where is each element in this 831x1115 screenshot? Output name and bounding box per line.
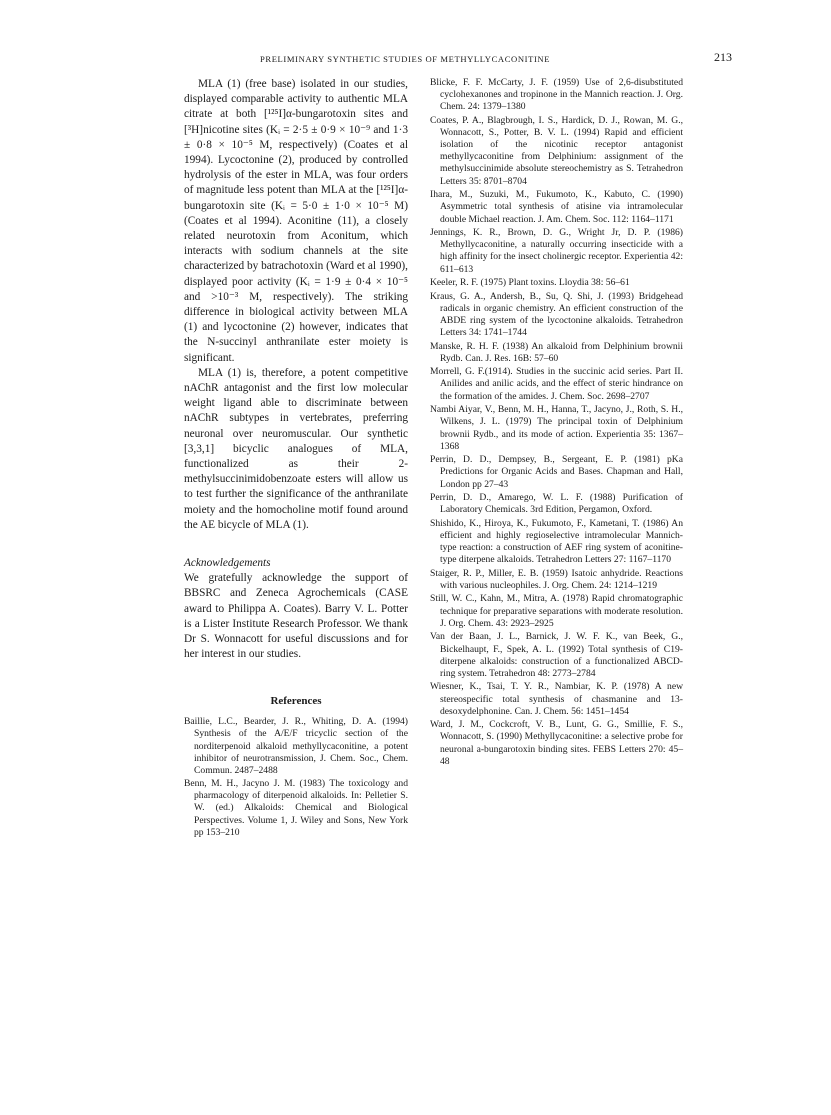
body-paragraph: MLA (1) (free base) isolated in our studies, displayed comparable activity to authentic MLA citrate at both [¹²⁵I]α-bungarotoxin sites and [³H]nicotine sites (Kᵢ = 2·5 ± 0·9 × 10⁻⁹ and 1·3 ± 0·8 × 10⁻⁵ M, respectively) (Coates et al 1994). Lycoctonine (2), produced by controlled hydrolysis of the ester in MLA, was four orders of magnitude less potent than MLA at the [¹²⁵I]α-bungarotoxin site (Kᵢ = 5·0 ± 1·0 × 10⁻⁵ M) (Coates et al 1994). Aconitine (11), a closely related neurotoxin from Aconitum, which interacts with sodium channels at the site characterized by batrachotoxin (Ward et al 1990), displayed poor activity (Kᵢ = 1·9 ± 0·4 × 10⁻⁵ and >10⁻³ M, respectively). The striking difference in biological activity between MLA (1) and lycoctonine (2) however, indicates that the N-succinyl anthranilate ester moiety is significant.	[184, 78, 408, 364]
body-paragraph: MLA (1) is, therefore, a potent competitive nAChR antagonist and the first low molecular weight ligand able to discriminate between nAChR subtypes in vertebrates, preferring neuronal over neuromuscular. Our synthetic [3,3,1] bicyclic analogues of MLA, functionalized as their 2-methylsuccinimidobenzoate esters will allow us to test further the significance of the anthranilate moiety and the homocholine motif found around the AE bicycle of MLA (1).	[184, 366, 408, 531]
references-heading: References	[270, 695, 322, 708]
reference-entry: Perrin, D. D., Amarego, W. L. F. (1988) Purification of Laboratory Chemicals. 3rd Edition, Pergamon, Oxford.	[430, 492, 683, 516]
reference-entry: Morrell, G. F.(1914). Studies in the succinic acid series. Part II. Anilides and anilic acids, and the effect of steric hindrance on the formation of the amides. J. Chem. Soc. 2698–2707	[430, 366, 683, 402]
reference-entry: Van der Baan, J. L., Barnick, J. W. F. K., van Beek, G., Bickelhaupt, F., Spek, A. L. (1992) Total synthesis of C19-diterpene alkaloids: construction of a functionalized ABCD-ring system. Tetrahedron 48: 2773–2784	[430, 631, 683, 679]
reference-entry: Kraus, G. A., Andersh, B., Su, Q. Shi, J. (1993) Bridgehead radicals in organic chemistry. An efficient construction of the ABDE ring system of the lycoctonine alkaloids. Tetrahedron Letters 34: 1741–1744	[430, 290, 683, 339]
reference-entry: Ward, J. M., Cockcroft, V. B., Lunt, G. G., Smillie, F. S., Wonnacott, S. (1990) Methyllycaconitine: a selective probe for neuronal a-bungarotoxin binding sites. FEBS Letters 270: 45–48	[430, 719, 683, 767]
reference-entry: Staiger, R. P., Miller, E. B. (1959) Isatoic anhydride. Reactions with various nucleophiles. J. Org. Chem. 24: 1214–1219	[430, 567, 683, 591]
reference-entry: Blicke, F. F. McCarty, J. F. (1959) Use of 2,6-disubstituted cyclohexanones and tropinone in the Mannich reaction. J. Org. Chem. 24: 1379–1380	[430, 77, 683, 113]
reference-entry: Jennings, K. R., Brown, D. G., Wright Jr, D. P. (1986) Methyllycaconitine, a naturally occurring insecticide with a high affinity for the insect cholinergic receptor. Experientia 42: 611–613	[430, 227, 683, 275]
reference-entry: Coates, P. A., Blagbrough, I. S., Hardick, D. J., Rowan, M. G., Wonnacott, S., Potter, B. V. L. (1994) Rapid and efficient isolation of the nicotinic receptor antagonist methyllycaconitine from Delphinium: assignment of the methylsuccinimide absolute stereochemistry as S. Tetrahedron Letters 35: 8701–8704	[430, 114, 683, 187]
reference-entry: Wiesner, K., Tsai, T. Y. R., Nambiar, K. P. (1978) A new stereospecific total synthesis of chasmanine and 13-desoxydelphonine. Can. J. Chem. 56: 1451–1454	[430, 681, 683, 717]
reference-entry: Baillie, L.C., Bearder, J. R., Whiting, D. A. (1994) Synthesis of the A/E/F tricyclic section of the norditerpenoid alkaloid methyllycaconitine, a potent inhibitor of neurotransmission, J. Chem. Soc., Chem. Commun. 2487–2488	[184, 716, 408, 776]
reference-entry: Shishido, K., Hiroya, K., Fukumoto, F., Kametani, T. (1986) An efficient and highly regioselective intramolecular Mannich-type reaction: a construction of AEF ring system of aconitine-type diterpene alkaloids. Tetrahedron Letters 27: 1167–1170	[430, 517, 683, 566]
running-head: PRELIMINARY SYNTHETIC STUDIES OF METHYLLYCACONITINE	[260, 54, 551, 64]
acknowledgements-heading: Acknowledgements	[184, 557, 271, 570]
reference-entry: Keeler, R. F. (1975) Plant toxins. Lloydia 38: 56–61	[430, 277, 630, 289]
reference-entry: Manske, R. H. F. (1938) An alkaloid from Delphinium brownii Rydb. Can. J. Res. 16B: 57–60	[430, 340, 683, 364]
reference-entry: Nambi Aiyar, V., Benn, M. H., Hanna, T., Jacyno, J., Roth, S. H., Wilkens, J. L. (1979) The principal toxin of Delphinium brownii Rydb., and its mode of action. Experientia 35: 1367–1368	[430, 404, 683, 452]
reference-entry: Perrin, D. D., Dempsey, B., Sergeant, E. P. (1981) pKa Predictions for Organic Acids and Bases. Chapman and Hall, London pp 27–43	[430, 454, 683, 490]
reference-entry: Benn, M. H., Jacyno J. M. (1983) The toxicology and pharmacology of diterpenoid alkaloids. In: Pelletier S. W. (ed.) Alkaloids: Chemical and Biological Perspectives. Volume 1, J. Wiley and Sons, New York pp 153–210	[184, 778, 408, 838]
left-column	[184, 77, 408, 840]
right-column	[430, 77, 683, 769]
acknowledgements-text: We gratefully acknowledge the support of BBSRC and Zeneca Agrochemicals (CASE award to Philippa A. Coates). Barry V. L. Potter is a Lister Institute Research Professor. We thank Dr S. Wonnacott for useful discussions and for her interest in our studies.	[184, 572, 408, 661]
reference-entry: Ihara, M., Suzuki, M., Fukumoto, K., Kabuto, C. (1990) Asymmetric total synthesis of atisine via intramolecular double Michael reaction. J. Am. Chem. Soc. 112: 1164–1171	[430, 189, 683, 225]
reference-entry: Still, W. C., Kahn, M., Mitra, A. (1978) Rapid chromatographic technique for preparative separations with moderate resolution. J. Org. Chem. 43: 2923–2925	[430, 593, 683, 629]
page-number: 213	[714, 50, 732, 64]
